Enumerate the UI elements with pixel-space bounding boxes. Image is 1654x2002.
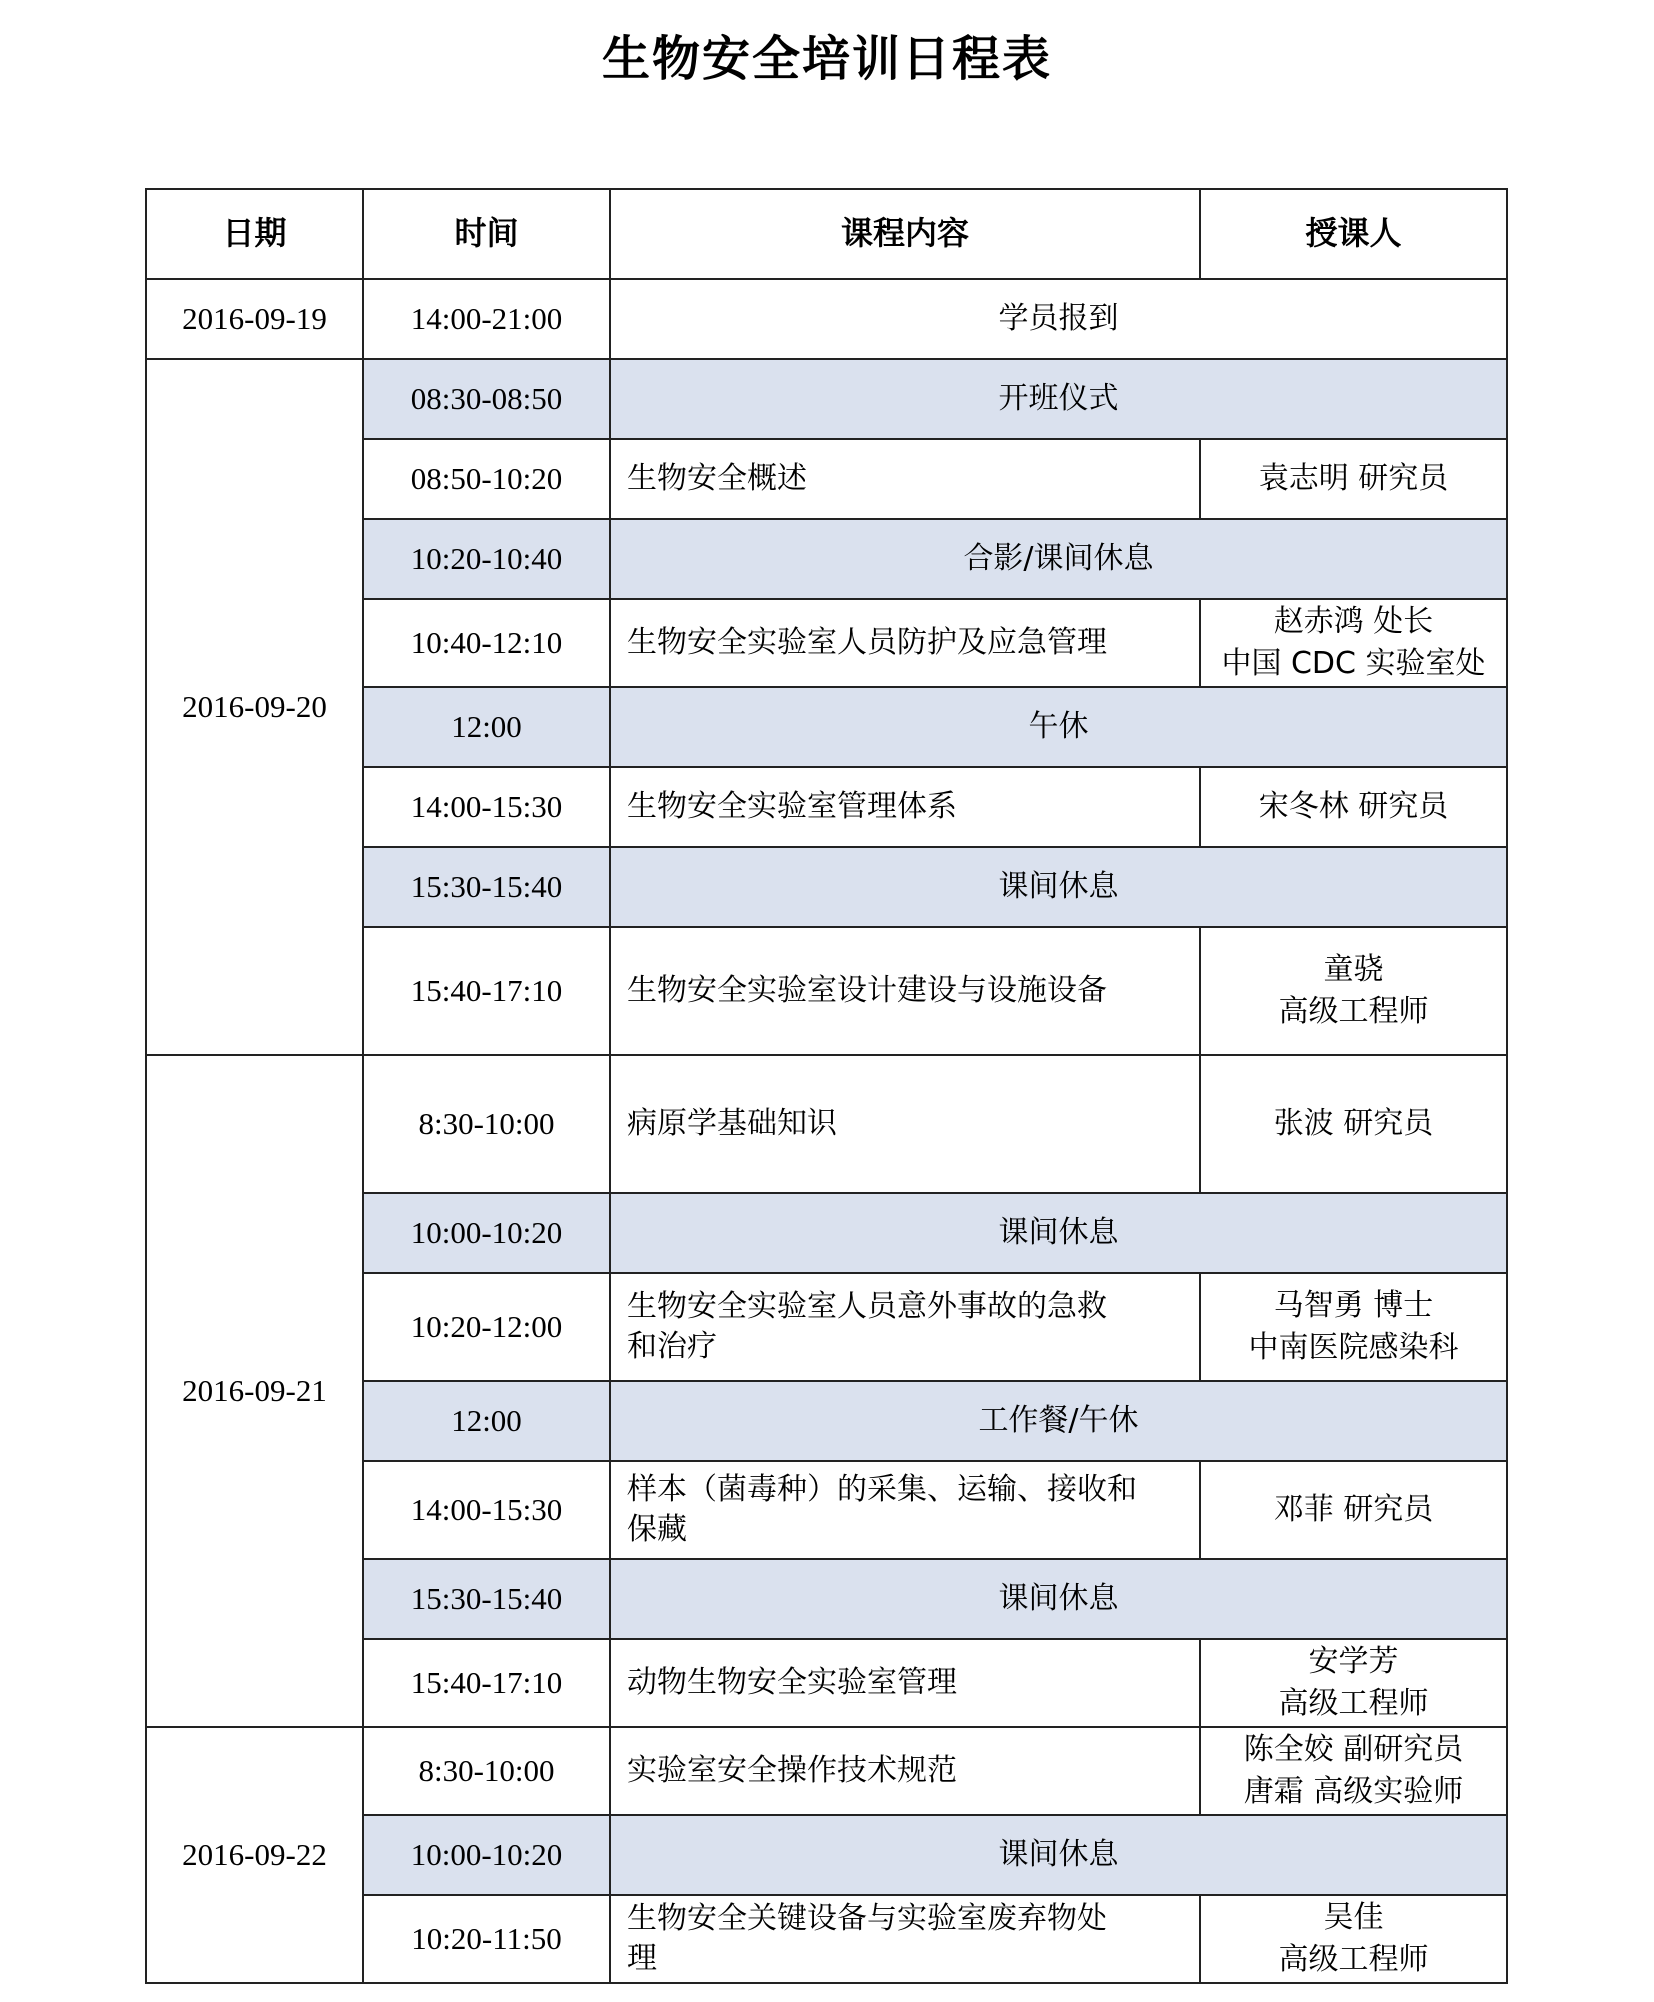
teacher-line: 高级工程师 (1278, 1686, 1429, 1721)
event-cell: 午休 (610, 687, 1507, 767)
teacher-cell: 邓菲 研究员 (1200, 1461, 1507, 1559)
course-cell (610, 1273, 1200, 1381)
teacher-line: 高级工程师 (1278, 1942, 1429, 1977)
event-cell: 课间休息 (610, 1559, 1507, 1639)
time-cell: 8:30-10:00 (363, 1055, 610, 1193)
teacher-cell (1200, 1727, 1507, 1815)
course-line: 样本（菌毒种）的采集、运输、接收和 (627, 1471, 1137, 1507)
teacher-line: 中国 CDC 实验室处 (1221, 646, 1486, 681)
event-cell: 课间休息 (610, 1193, 1507, 1273)
teacher-cell (1200, 599, 1507, 687)
teacher-line: 高级工程师 (1278, 994, 1429, 1029)
time-cell: 12:00 (363, 1381, 610, 1461)
teacher-line: 陈全姣 副研究员 (1243, 1732, 1464, 1767)
time-cell: 10:00-10:20 (363, 1815, 610, 1895)
teacher-line: 唐霜 高级实验师 (1243, 1774, 1464, 1809)
teacher-cell: 袁志明 研究员 (1200, 439, 1507, 519)
course-line: 和治疗 (627, 1329, 717, 1364)
teacher-cell: 宋冬林 研究员 (1200, 767, 1507, 847)
time-cell: 10:00-10:20 (363, 1193, 610, 1273)
event-cell: 学员报到 (610, 279, 1507, 359)
date-cell: 2016-09-19 (146, 279, 363, 359)
course-cell: 生物安全实验室管理体系 (610, 767, 1200, 847)
time-cell: 10:20-12:00 (363, 1273, 610, 1381)
event-cell: 工作餐/午休 (610, 1381, 1507, 1461)
header-row (146, 189, 1507, 279)
event-cell: 开班仪式 (610, 359, 1507, 439)
event-cell: 合影/课间休息 (610, 519, 1507, 599)
course-cell: 生物安全概述 (610, 439, 1200, 519)
event-cell: 课间休息 (610, 847, 1507, 927)
time-cell: 15:30-15:40 (363, 847, 610, 927)
event-cell: 课间休息 (610, 1815, 1507, 1895)
teacher-cell: 张波 研究员 (1200, 1055, 1507, 1193)
table-row (146, 359, 1507, 439)
teacher-cell (1200, 1895, 1507, 1983)
teacher-line: 马智勇 博士 (1273, 1288, 1434, 1323)
teacher-cell (1200, 927, 1507, 1055)
table-row (146, 279, 1507, 359)
header-time: 时间 (363, 189, 610, 279)
page-title: 生物安全培训日程表 (601, 31, 1052, 87)
teacher-line: 安学芳 (1308, 1644, 1399, 1679)
time-cell: 15:40-17:10 (363, 1639, 610, 1727)
time-cell: 14:00-15:30 (363, 1461, 610, 1559)
table-row (146, 1727, 1507, 1815)
course-line: 保藏 (627, 1512, 687, 1547)
time-cell: 10:20-11:50 (363, 1895, 610, 1983)
header-teacher: 授课人 (1200, 189, 1507, 279)
time-cell: 10:40-12:10 (363, 599, 610, 687)
time-cell: 15:40-17:10 (363, 927, 610, 1055)
course-cell: 生物安全实验室设计建设与设施设备 (610, 927, 1200, 1055)
teacher-cell (1200, 1639, 1507, 1727)
time-cell: 14:00-21:00 (363, 279, 610, 359)
course-cell: 动物生物安全实验室管理 (610, 1639, 1200, 1727)
course-cell: 生物安全实验室人员防护及应急管理 (610, 599, 1200, 687)
time-cell: 15:30-15:40 (363, 1559, 610, 1639)
time-cell: 08:50-10:20 (363, 439, 610, 519)
header-course: 课程内容 (610, 189, 1200, 279)
course-cell: 实验室安全操作技术规范 (610, 1727, 1200, 1815)
date-cell: 2016-09-22 (146, 1727, 363, 1983)
time-cell: 08:30-08:50 (363, 359, 610, 439)
date-cell: 2016-09-21 (146, 1055, 363, 1727)
schedule-table (145, 188, 1508, 1984)
course-cell (610, 1461, 1200, 1559)
time-cell: 8:30-10:00 (363, 1727, 610, 1815)
teacher-line: 赵赤鸿 处长 (1273, 604, 1434, 639)
teacher-line: 吴佳 (1323, 1900, 1384, 1935)
teacher-cell (1200, 1273, 1507, 1381)
teacher-line: 童骁 (1323, 952, 1384, 987)
header-date: 日期 (146, 189, 363, 279)
course-cell (610, 1895, 1200, 1983)
course-cell: 病原学基础知识 (610, 1055, 1200, 1193)
course-line: 生物安全关键设备与实验室废弃物处 (627, 1900, 1107, 1936)
time-cell: 10:20-10:40 (363, 519, 610, 599)
time-cell: 12:00 (363, 687, 610, 767)
table-row (146, 1055, 1507, 1193)
date-cell: 2016-09-20 (146, 359, 363, 1055)
teacher-line: 中南医院感染科 (1248, 1330, 1459, 1365)
course-line: 理 (627, 1941, 657, 1976)
course-line: 生物安全实验室人员意外事故的急救 (627, 1288, 1107, 1324)
time-cell: 14:00-15:30 (363, 767, 610, 847)
